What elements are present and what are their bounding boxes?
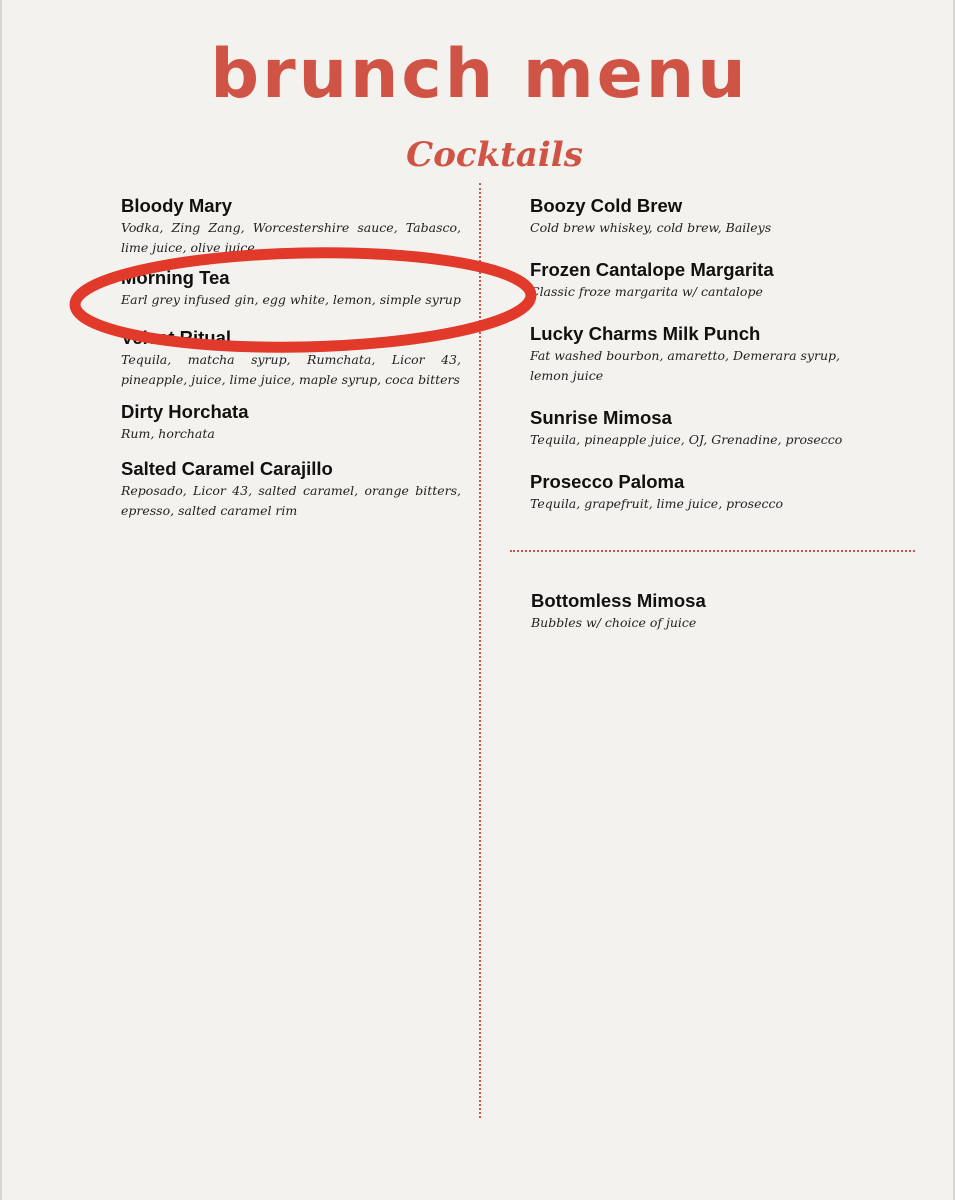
item-description: Vodka, Zing Zang, Worcestershire sauce, Tabasco, lime juice, olive juice xyxy=(121,220,461,255)
item-name: Dirty Horchata xyxy=(121,401,249,422)
menu-item-prosecco-paloma xyxy=(530,470,875,514)
item-description: Classic froze margarita w/ cantalope xyxy=(530,284,763,299)
item-description: Tequila, grapefruit, lime juice, prosecco xyxy=(530,496,783,511)
item-description: Rum, horchata xyxy=(121,426,215,441)
item-name: Bottomless Mimosa xyxy=(531,590,706,611)
item-name: Prosecco Paloma xyxy=(530,471,685,492)
menu-item-dirty-horchata xyxy=(121,400,461,444)
menu-item-morning-tea xyxy=(121,266,461,310)
item-name: Boozy Cold Brew xyxy=(530,195,683,216)
right-column xyxy=(530,194,875,526)
item-description: Tequila, matcha syrup, Rumchata, Licor 43, pineapple, juice, lime juice, maple syrup, coca bitters xyxy=(121,352,461,387)
item-description: Tequila, pineapple juice, OJ, Grenadine, prosecco xyxy=(530,432,843,447)
menu-item-lucky-charms-milk-punch xyxy=(530,322,875,386)
vertical-dotted-divider xyxy=(479,183,481,1118)
item-description: Fat washed bourbon, amaretto, Demerara syrup, lemon juice xyxy=(530,348,840,383)
item-description: Earl grey infused gin, egg white, lemon, simple syrup xyxy=(121,292,461,307)
item-name: Morning Tea xyxy=(121,267,230,288)
item-name: Frozen Cantalope Margarita xyxy=(530,259,774,280)
menu-item-salted-caramel-carajillo xyxy=(121,457,461,521)
menu-item-bottomless-mimosa xyxy=(531,589,876,633)
menu-item-frozen-cantalope-margarita xyxy=(530,258,875,302)
menu-item-sunrise-mimosa xyxy=(530,406,875,450)
menu-item-bloody-mary xyxy=(121,194,461,258)
left-column xyxy=(121,194,461,533)
menu-item-velvet-ritual xyxy=(121,326,461,390)
menu-item-boozy-cold-brew xyxy=(530,194,875,238)
horizontal-dotted-divider xyxy=(510,550,915,552)
item-description: Reposado, Licor 43, salted caramel, orange bitters, epresso, salted caramel rim xyxy=(121,483,461,518)
item-name: Lucky Charms Milk Punch xyxy=(530,323,761,344)
item-name: Velvet Ritual xyxy=(121,327,232,348)
item-description: Cold brew whiskey, cold brew, Baileys xyxy=(530,220,772,235)
item-name: Bloody Mary xyxy=(121,195,233,216)
section-title-cocktails: Cocktails xyxy=(406,135,583,175)
item-name: Sunrise Mimosa xyxy=(530,407,672,428)
bottomless-column xyxy=(531,589,876,645)
menu-title: brunch menu xyxy=(210,35,749,114)
item-description: Bubbles w/ choice of juice xyxy=(531,615,697,630)
item-name: Salted Caramel Carajillo xyxy=(121,458,333,479)
